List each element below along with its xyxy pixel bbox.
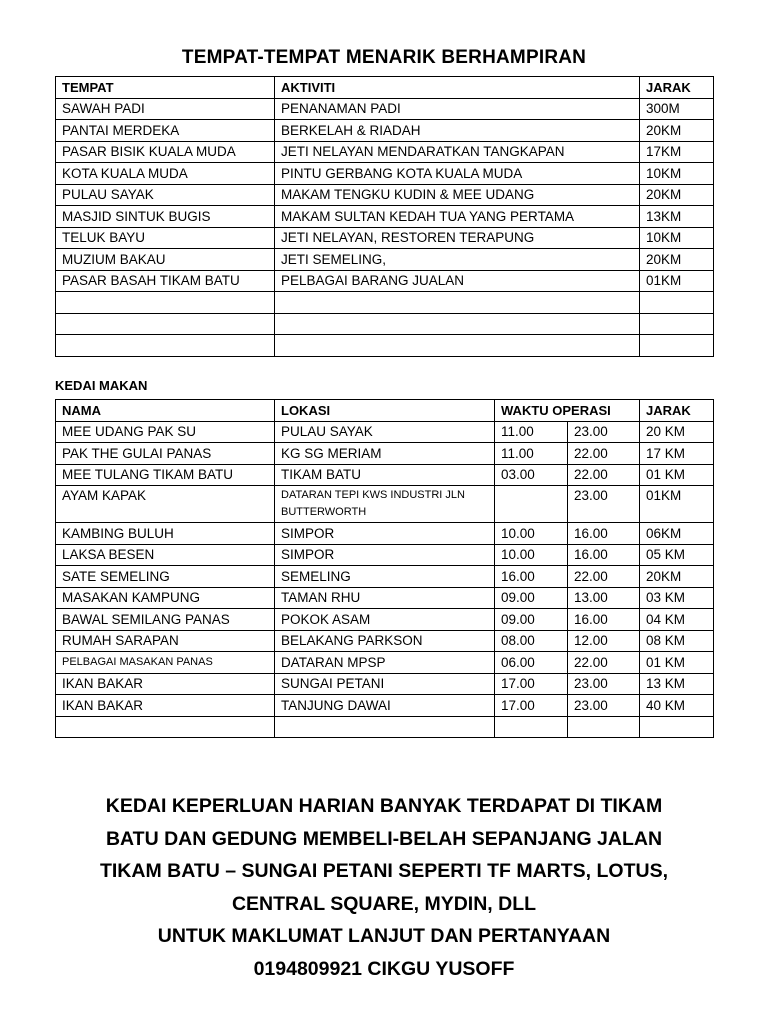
food-close-time: 16.00 [568, 544, 640, 566]
food-distance: 04 KM [640, 609, 714, 631]
food-open-time: 10.00 [495, 523, 568, 545]
food-close-time: 16.00 [568, 609, 640, 631]
place-distance: 20KM [640, 120, 714, 142]
table-row [56, 443, 714, 465]
food-distance: 20KM [640, 566, 714, 588]
place-name: MUZIUM BAKAU [56, 249, 275, 271]
food-location: DATARAN MPSP [275, 652, 495, 674]
food-close-time: 13.00 [568, 587, 640, 609]
place-name: SAWAH PADI [56, 98, 275, 120]
food-open-time: 06.00 [495, 652, 568, 674]
place-name: TELUK BAYU [56, 227, 275, 249]
food-name: MEE TULANG TIKAM BATU [56, 464, 275, 486]
header-lokasi: LOKASI [275, 400, 495, 422]
food-location: SEMELING [275, 566, 495, 588]
food-close-time: 22.00 [568, 443, 640, 465]
food-close-time: 23.00 [568, 486, 640, 523]
food-open-time: 03.00 [495, 464, 568, 486]
food-name: PELBAGAI MASAKAN PANAS [56, 652, 275, 674]
place-name: PANTAI MERDEKA [56, 120, 275, 142]
food-name: MASAKAN KAMPUNG [56, 587, 275, 609]
table-row [56, 544, 714, 566]
table-row [56, 695, 714, 717]
food-name: KAMBING BULUH [56, 523, 275, 545]
food-name: IKAN BAKAR [56, 695, 275, 717]
food-location: PULAU SAYAK [275, 421, 495, 443]
place-name: MASJID SINTUK BUGIS [56, 206, 275, 228]
food-close-time: 16.00 [568, 523, 640, 545]
food-open-time: 09.00 [495, 609, 568, 631]
food-distance: 01 KM [640, 652, 714, 674]
place-name: PASAR BASAH TIKAM BATU [56, 270, 275, 292]
place-name: PULAU SAYAK [56, 184, 275, 206]
empty-row [56, 292, 714, 314]
food-location: DATARAN TEPI KWS INDUSTRI JLN BUTTERWORTH [275, 486, 495, 523]
table-row [56, 587, 714, 609]
header-nama: NAMA [56, 400, 275, 422]
food-location: TIKAM BATU [275, 464, 495, 486]
empty-row [56, 716, 714, 738]
table-row [56, 566, 714, 588]
table-row [56, 486, 714, 523]
header-jarak: JARAK [640, 77, 714, 99]
place-distance: 300M [640, 98, 714, 120]
place-activity: JETI NELAYAN, RESTOREN TERAPUNG [275, 227, 640, 249]
food-distance: 06KM [640, 523, 714, 545]
empty-row [56, 335, 714, 357]
food-name: LAKSA BESEN [56, 544, 275, 566]
food-location: SIMPOR [275, 523, 495, 545]
food-open-time: 09.00 [495, 587, 568, 609]
empty-row [56, 313, 714, 335]
food-location: TANJUNG DAWAI [275, 695, 495, 717]
food-close-time: 22.00 [568, 566, 640, 588]
notice-line: TIKAM BATU – SUNGAI PETANI SEPERTI TF MARTS, LOTUS, [99, 860, 669, 882]
table-row [56, 141, 714, 163]
place-distance: 20KM [640, 249, 714, 271]
food-location: TAMAN RHU [275, 587, 495, 609]
place-activity: MAKAM TENGKU KUDIN & MEE UDANG [275, 184, 640, 206]
food-close-time: 23.00 [568, 673, 640, 695]
table-row [56, 227, 714, 249]
food-distance: 40 KM [640, 695, 714, 717]
food-distance: 17 KM [640, 443, 714, 465]
place-activity: JETI NELAYAN MENDARATKAN TANGKAPAN [275, 141, 640, 163]
place-distance: 01KM [640, 270, 714, 292]
place-distance: 13KM [640, 206, 714, 228]
header-jarak: JARAK [640, 400, 714, 422]
notice-line: KEDAI KEPERLUAN HARIAN BANYAK TERDAPAT DI TIKAM [105, 795, 663, 817]
place-distance: 20KM [640, 184, 714, 206]
table-row [56, 249, 714, 271]
food-name: MEE UDANG PAK SU [56, 421, 275, 443]
food-distance: 08 KM [640, 630, 714, 652]
table-row [56, 120, 714, 142]
table-row [56, 184, 714, 206]
food-location: POKOK ASAM [275, 609, 495, 631]
notice-block [0, 790, 768, 985]
food-open-time: 17.00 [495, 695, 568, 717]
food-close-time: 23.00 [568, 421, 640, 443]
notice-line: CENTRAL SQUARE, MYDIN, DLL [231, 892, 537, 915]
food-header-row [56, 400, 714, 422]
food-distance: 13 KM [640, 673, 714, 695]
table-row [56, 523, 714, 545]
food-open-time [495, 486, 568, 523]
food-distance: 01KM [640, 486, 714, 523]
food-name: BAWAL SEMILANG PANAS [56, 609, 275, 631]
food-name: AYAM KAPAK [56, 486, 275, 523]
food-open-time: 17.00 [495, 673, 568, 695]
place-name: PASAR BISIK KUALA MUDA [56, 141, 275, 163]
food-close-time: 22.00 [568, 464, 640, 486]
place-distance: 10KM [640, 227, 714, 249]
food-name: RUMAH SARAPAN [56, 630, 275, 652]
food-location: BELAKANG PARKSON [275, 630, 495, 652]
food-distance: 03 KM [640, 587, 714, 609]
place-activity: PELBAGAI BARANG JUALAN [275, 270, 640, 292]
food-open-time: 10.00 [495, 544, 568, 566]
food-distance: 01 KM [640, 464, 714, 486]
food-close-time: 12.00 [568, 630, 640, 652]
table-row [56, 652, 714, 674]
notice-line: BATU DAN GEDUNG MEMBELI-BELAH SEPANJANG JALAN [105, 827, 663, 850]
header-aktiviti: AKTIVITI [275, 77, 640, 99]
place-activity: BERKELAH & RIADAH [275, 120, 640, 142]
header-waktu-operasi: WAKTU OPERASI [495, 400, 640, 422]
food-distance: 20 KM [640, 421, 714, 443]
food-location: SIMPOR [275, 544, 495, 566]
table-row [56, 270, 714, 292]
header-tempat: TEMPAT [56, 77, 275, 99]
place-activity: PINTU GERBANG KOTA KUALA MUDA [275, 163, 640, 185]
food-close-time: 23.00 [568, 695, 640, 717]
food-name: PAK THE GULAI PANAS [56, 443, 275, 465]
food-close-time: 22.00 [568, 652, 640, 674]
food-name: SATE SEMELING [56, 566, 275, 588]
table-row [56, 206, 714, 228]
contact-line: 0194809921 CIKGU YUSOFF [253, 957, 515, 980]
table-row [56, 98, 714, 120]
table-row [56, 630, 714, 652]
place-activity: MAKAM SULTAN KEDAH TUA YANG PERTAMA [275, 206, 640, 228]
food-name: IKAN BAKAR [56, 673, 275, 695]
food-open-time: 11.00 [495, 443, 568, 465]
food-open-time: 16.00 [495, 566, 568, 588]
notice-line: UNTUK MAKLUMAT LANJUT DAN PERTANYAAN [157, 925, 611, 947]
food-table [55, 399, 714, 738]
food-open-time: 08.00 [495, 630, 568, 652]
food-location: KG SG MERIAM [275, 443, 495, 465]
place-activity: PENANAMAN PADI [275, 98, 640, 120]
table-row [56, 464, 714, 486]
place-name: KOTA KUALA MUDA [56, 163, 275, 185]
place-activity: JETI SEMELING, [275, 249, 640, 271]
table-row [56, 609, 714, 631]
page-title: TEMPAT-TEMPAT MENARIK BERHAMPIRAN [181, 47, 587, 68]
places-table [55, 76, 714, 357]
food-location: SUNGAI PETANI [275, 673, 495, 695]
table-row [56, 421, 714, 443]
food-open-time: 11.00 [495, 421, 568, 443]
food-distance: 05 KM [640, 544, 714, 566]
places-header-row [56, 77, 714, 99]
table-row [56, 163, 714, 185]
place-distance: 17KM [640, 141, 714, 163]
table-row [56, 673, 714, 695]
place-distance: 10KM [640, 163, 714, 185]
food-section-label: KEDAI MAKAN [55, 378, 148, 393]
